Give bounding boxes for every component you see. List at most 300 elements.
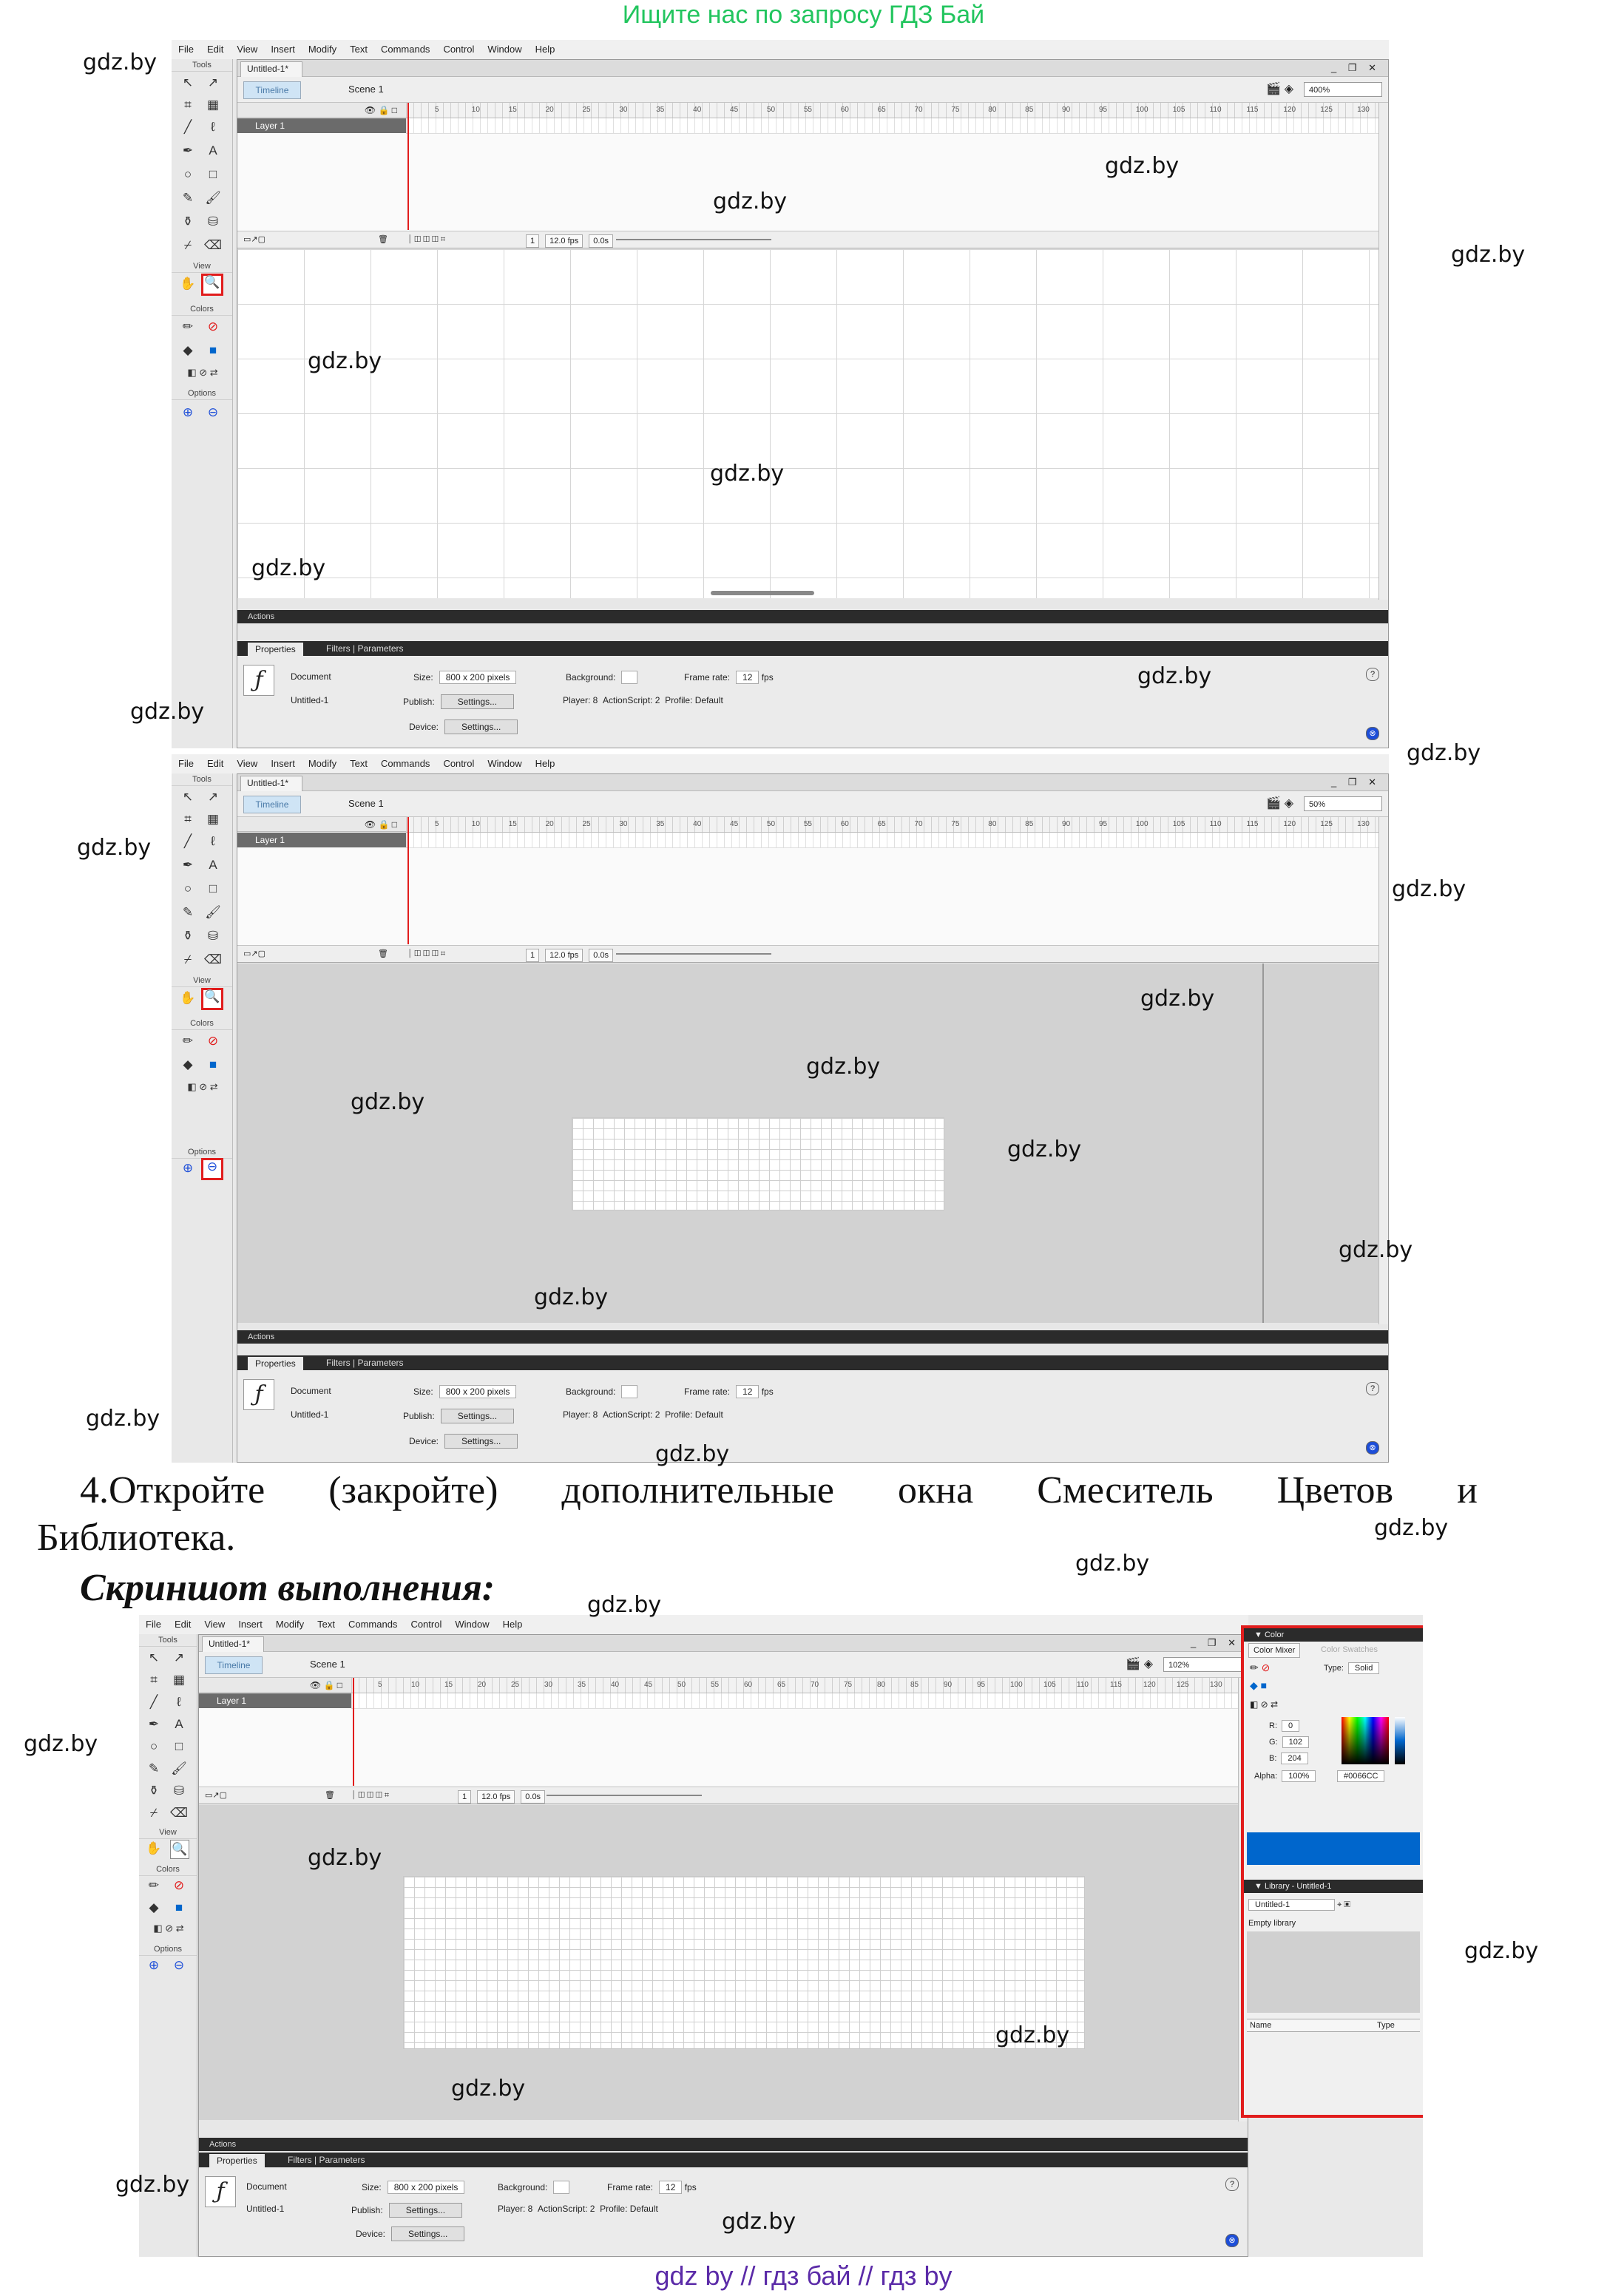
tick: 120 <box>1143 1681 1156 1689</box>
swap-colors-icon[interactable]: ◧ ⊘ ⇄ <box>153 1923 184 1934</box>
tab-parameters[interactable]: Parameters <box>319 2155 365 2165</box>
subselection-tool-icon[interactable]: ↗ <box>207 790 219 804</box>
menu-commands[interactable]: Commands <box>380 758 430 769</box>
watermark: gdz.by <box>24 1731 98 1757</box>
text-tool-icon[interactable]: A <box>209 143 217 158</box>
tab-color-swatches[interactable]: Color Swatches <box>1321 1645 1378 1654</box>
fill-swatch-icon[interactable]: ■ <box>209 343 217 357</box>
scene-label[interactable]: Scene 1 <box>310 1659 345 1670</box>
screenshot-caption: Скриншот выполнения: <box>80 1567 495 1609</box>
properties-panel <box>237 1355 1388 1462</box>
menu-text[interactable]: Text <box>350 44 368 55</box>
timeline-hscroll[interactable] <box>616 953 771 955</box>
menu-text[interactable]: Text <box>317 1619 335 1630</box>
swap-colors-icon[interactable]: ◧ ⊘ ⇄ <box>187 1081 218 1092</box>
tick: 115 <box>1246 820 1259 828</box>
device-settings-button[interactable]: Settings... <box>391 2226 464 2241</box>
color-spectrum[interactable] <box>1342 1717 1389 1764</box>
ink-bottle-tool-icon[interactable]: ⚱ <box>182 214 194 228</box>
frame-rate-input[interactable]: 12 <box>736 671 759 684</box>
color-panel-title: Color <box>1264 1630 1285 1639</box>
layer-name[interactable]: Layer 1 <box>255 835 285 845</box>
publish-settings-button[interactable]: Settings... <box>441 694 514 709</box>
frame-rate-display: 12.0 fps <box>545 234 583 248</box>
menu-edit[interactable]: Edit <box>206 44 224 55</box>
watermark: gdz.by <box>351 1089 425 1115</box>
onion-skin-icons[interactable]: ⏐ ◫ ◫ ◫ ⌗ <box>407 949 446 958</box>
menu-window[interactable]: Window <box>487 758 522 769</box>
paint-bucket-tool-icon[interactable]: ⛁ <box>173 1784 185 1798</box>
current-frame: 1 <box>526 949 539 962</box>
fill-swatch-icon[interactable]: ■ <box>175 1900 183 1914</box>
tick: 110 <box>1209 820 1222 828</box>
tab-properties[interactable]: Properties <box>248 643 303 656</box>
gradient-transform-tool-icon[interactable]: ▦ <box>206 98 220 112</box>
library-panel-header[interactable]: ▼ Library - Untitled-1 <box>1244 1880 1423 1893</box>
gradient-transform-tool-icon[interactable]: ▦ <box>206 812 220 826</box>
frame-ruler[interactable] <box>406 103 1379 118</box>
line-tool-icon[interactable]: ╱ <box>183 120 192 134</box>
tab-filters[interactable]: Filters <box>288 2155 312 2165</box>
zoom-tool-icon[interactable]: 🔍 <box>201 274 223 296</box>
free-transform-tool-icon[interactable]: ⌗ <box>184 812 192 826</box>
size-button[interactable]: 800 x 200 pixels <box>439 671 517 684</box>
elapsed-time: 0.0s <box>589 949 613 962</box>
edit-scene-icon[interactable]: 🎬 ◈ <box>1266 797 1293 810</box>
swap-icons[interactable]: ◧ ⊘ ⇄ <box>1250 1699 1279 1710</box>
menu-control[interactable]: Control <box>410 1619 442 1630</box>
delete-layer-icon[interactable]: 🗑 <box>378 949 388 958</box>
zoom-tool-icon[interactable]: 🔍 <box>201 988 223 1010</box>
zoom-select[interactable]: 102% <box>1163 1657 1242 1672</box>
add-layer-icon[interactable]: ▭↗▢ <box>243 235 266 244</box>
footer-links[interactable]: gdz by // гдз бай // гдз by <box>654 2261 953 2291</box>
layer-frames[interactable] <box>351 1693 1239 1709</box>
size-button[interactable]: 800 x 200 pixels <box>439 1385 517 1398</box>
b-input[interactable]: 204 <box>1281 1753 1307 1764</box>
zoom-out-option-icon[interactable]: ⊖ <box>207 405 219 419</box>
actionscript-version: ActionScript: 2 <box>603 1409 660 1420</box>
scene-label[interactable]: Scene 1 <box>348 84 384 95</box>
stage-canvas-grid[interactable] <box>403 1876 1085 2049</box>
oval-tool-icon[interactable]: ○ <box>149 1739 158 1753</box>
watermark: gdz.by <box>451 2076 526 2102</box>
background-label: Background: <box>498 2182 548 2192</box>
fill-color-icon[interactable]: ◆ <box>183 1057 193 1071</box>
stage-pasteboard-right[interactable] <box>1262 964 1379 1323</box>
layer-name[interactable]: Layer 1 <box>217 1696 247 1706</box>
timeline-button[interactable]: Timeline <box>243 796 301 813</box>
pencil-tool-icon[interactable]: ✎ <box>182 191 194 205</box>
tab-filters[interactable]: Filters <box>326 643 351 654</box>
brightness-slider[interactable] <box>1395 1717 1405 1764</box>
menu-commands[interactable]: Commands <box>348 1619 398 1630</box>
library-pin-icon[interactable]: ⌖ ▣ <box>1337 1900 1350 1909</box>
menu-file[interactable]: File <box>146 1619 161 1630</box>
tick: 105 <box>1172 106 1185 114</box>
ink-bottle-tool-icon[interactable]: ⚱ <box>148 1784 160 1798</box>
framerate-row <box>684 1385 774 1398</box>
tick: 85 <box>1025 820 1034 828</box>
frame-ruler[interactable] <box>406 817 1379 833</box>
library-document-select[interactable]: Untitled-1 <box>1248 1899 1335 1911</box>
edit-scene-icon[interactable]: 🎬 ◈ <box>1266 83 1293 95</box>
tab-filters-parameters[interactable]: Filters | Parameters <box>288 2155 365 2165</box>
zoom-out-option-icon[interactable]: ⊖ <box>173 1958 185 1972</box>
tick: 5 <box>378 1681 382 1689</box>
properties-tabs <box>237 641 1388 656</box>
timeline-footer <box>237 231 1379 248</box>
menu-insert[interactable]: Insert <box>271 44 295 55</box>
help-icon[interactable]: ? <box>1225 2178 1239 2191</box>
tick: 45 <box>644 1681 653 1689</box>
stage-hscroll[interactable] <box>711 591 814 595</box>
tick: 20 <box>545 106 554 114</box>
pen-tool-icon[interactable]: ✒ <box>148 1717 160 1731</box>
document-tab[interactable]: Untitled-1* <box>240 61 302 77</box>
player-version: Player: 8 <box>563 1409 598 1420</box>
no-color-icon[interactable]: ⊘ <box>173 1878 185 1892</box>
r-input[interactable]: 0 <box>1282 1720 1299 1732</box>
hex-row <box>1337 1770 1384 1782</box>
zoom-in-option-icon[interactable]: ⊕ <box>182 405 194 419</box>
menu-insert[interactable]: Insert <box>238 1619 263 1630</box>
timeline-button[interactable]: Timeline <box>243 81 301 99</box>
watermark: gdz.by <box>710 461 785 487</box>
line-tool-icon[interactable]: ╱ <box>149 1695 158 1709</box>
stroke-fill-icons[interactable]: ✏ ⊘ <box>1250 1662 1271 1673</box>
menu-edit[interactable]: Edit <box>206 758 224 769</box>
selection-tool-icon[interactable]: ↖ <box>182 75 194 89</box>
pen-tool-icon[interactable]: ✒ <box>182 143 194 158</box>
menu-insert[interactable]: Insert <box>271 758 295 769</box>
rectangle-tool-icon[interactable]: □ <box>209 881 217 895</box>
menu-help[interactable]: Help <box>535 758 555 769</box>
tab-properties[interactable]: Properties <box>248 1357 303 1370</box>
background-swatch[interactable] <box>553 2181 569 2194</box>
flash-window-1 <box>172 40 1389 748</box>
tick: 95 <box>977 1681 986 1689</box>
menu-window[interactable]: Window <box>487 44 522 55</box>
panel-info-icon[interactable]: ⊗ <box>1225 2234 1239 2247</box>
gradient-transform-tool-icon[interactable]: ▦ <box>172 1673 186 1687</box>
stroke-color-icon[interactable]: ✏ <box>182 1034 194 1048</box>
playhead[interactable] <box>353 1678 354 1786</box>
watermark: gdz.by <box>713 189 788 214</box>
background-swatch[interactable] <box>621 671 637 684</box>
hand-tool-icon[interactable]: ✋ <box>180 277 196 291</box>
fill-swatch-icon[interactable]: ■ <box>209 1057 217 1071</box>
zoom-select[interactable]: 50% <box>1304 796 1382 811</box>
stage-vscroll[interactable] <box>1378 103 1388 600</box>
background-row <box>566 1385 637 1398</box>
ink-bottle-tool-icon[interactable]: ⚱ <box>182 929 194 943</box>
menu-control[interactable]: Control <box>443 44 475 55</box>
b-row <box>1269 1753 1308 1764</box>
panel-info-icon[interactable]: ⊗ <box>1366 1441 1379 1455</box>
menu-modify[interactable]: Modify <box>275 1619 305 1630</box>
colors-label: Colors <box>139 1863 197 1876</box>
selection-tool-icon[interactable]: ↖ <box>148 1650 160 1665</box>
frame-rate-input[interactable]: 12 <box>659 2181 682 2194</box>
zoom-select[interactable]: 400% <box>1304 82 1382 97</box>
hex-input[interactable]: #0066CC <box>1337 1770 1384 1782</box>
menu-bar <box>172 754 1389 773</box>
tab-parameters[interactable]: Parameters <box>357 643 404 654</box>
menu-modify[interactable]: Modify <box>308 44 337 55</box>
actions-panel-bar[interactable]: Actions <box>237 610 1388 623</box>
document-tab-row <box>237 60 1388 77</box>
top-ad-banner[interactable]: Ищите нас по запросу ГДЗ Бай <box>622 1 985 29</box>
timeline-panel <box>237 103 1379 248</box>
subselection-tool-icon[interactable]: ↗ <box>207 75 219 89</box>
timeline-hscroll[interactable] <box>547 1795 702 1796</box>
scene-label[interactable]: Scene 1 <box>348 798 384 809</box>
frame-ruler[interactable] <box>351 1678 1239 1693</box>
layer-row[interactable] <box>237 118 406 133</box>
toolbox <box>139 1634 197 2257</box>
add-layer-icon[interactable]: ▭↗▢ <box>205 1791 228 1800</box>
no-color-icon[interactable]: ⊘ <box>207 319 219 333</box>
menu-commands[interactable]: Commands <box>380 44 430 55</box>
document-area <box>237 59 1389 748</box>
timeline-panel <box>237 817 1379 963</box>
timeline-footer <box>237 945 1379 962</box>
tick: 115 <box>1246 106 1259 114</box>
player-version: Player: 8 <box>563 695 598 705</box>
pen-tool-icon[interactable]: ✒ <box>182 858 194 872</box>
line-tool-icon[interactable]: ╱ <box>183 834 192 848</box>
layer-name[interactable]: Layer 1 <box>255 121 285 131</box>
swap-colors-icon[interactable]: ◧ ⊘ ⇄ <box>187 367 218 378</box>
fill-color-icon[interactable]: ◆ <box>183 343 193 357</box>
eraser-tool-icon[interactable]: ⌫ <box>170 1806 189 1820</box>
pencil-tool-icon[interactable]: ✎ <box>182 905 194 919</box>
selection-tool-icon[interactable]: ↖ <box>182 790 194 804</box>
onion-skin-icons[interactable]: ⏐ ◫ ◫ ◫ ⌗ <box>351 1791 390 1800</box>
profile-value: Profile: Default <box>665 1409 723 1420</box>
library-doc-row <box>1248 1899 1350 1911</box>
onion-skin-icons[interactable]: ⏐ ◫ ◫ ◫ ⌗ <box>407 235 446 244</box>
scene-bar <box>237 77 1388 103</box>
profile-value: Profile: Default <box>600 2204 658 2214</box>
color-panel-tabs <box>1244 1643 1423 1656</box>
menu-view[interactable]: View <box>204 1619 226 1630</box>
hand-tool-icon[interactable]: ✋ <box>146 1841 162 1855</box>
brush-tool-icon[interactable]: 🖌 <box>205 905 221 919</box>
elapsed-time: 0.0s <box>589 234 613 248</box>
free-transform-tool-icon[interactable]: ⌗ <box>150 1673 158 1687</box>
document-tab[interactable]: Untitled-1* <box>202 1636 264 1652</box>
watermark: gdz.by <box>722 2209 796 2235</box>
tick: 55 <box>803 820 812 828</box>
menu-file[interactable]: File <box>178 758 194 769</box>
document-tab-row <box>199 1635 1248 1652</box>
lasso-tool-icon[interactable]: ℓ <box>211 834 215 848</box>
window-controls[interactable]: _ ❐ ✕ <box>1190 1637 1240 1648</box>
actions-panel-bar[interactable]: Actions <box>199 2138 1248 2151</box>
lasso-tool-icon[interactable]: ℓ <box>177 1695 181 1709</box>
document-tab[interactable]: Untitled-1* <box>240 776 302 791</box>
timeline-button[interactable]: Timeline <box>205 1656 263 1674</box>
edit-scene-icon[interactable]: 🎬 ◈ <box>1126 1658 1153 1670</box>
tick: 120 <box>1283 106 1296 114</box>
device-row <box>409 1434 518 1449</box>
device-settings-button[interactable]: Settings... <box>444 719 518 734</box>
tools-label: Tools <box>139 1634 197 1647</box>
tab-properties[interactable]: Properties <box>209 2154 265 2167</box>
menu-help[interactable]: Help <box>502 1619 523 1630</box>
watermark: gdz.by <box>86 1406 160 1432</box>
frame-rate-label: Frame rate: <box>684 1386 731 1397</box>
delete-layer-icon[interactable]: 🗑 <box>378 235 388 244</box>
tick: 25 <box>582 820 591 828</box>
document-name: Untitled-1 <box>246 2204 285 2214</box>
tick: 70 <box>811 1681 819 1689</box>
playhead[interactable] <box>407 817 409 944</box>
tick: 125 <box>1320 106 1333 114</box>
help-icon[interactable]: ? <box>1366 1382 1379 1395</box>
tick: 95 <box>1098 820 1108 828</box>
tick: 55 <box>803 106 812 114</box>
tick: 60 <box>840 820 849 828</box>
help-icon[interactable]: ? <box>1366 668 1379 681</box>
library-col-name[interactable]: Name <box>1250 2021 1272 2030</box>
zoom-in-option-icon[interactable]: ⊕ <box>182 1161 194 1175</box>
options-label: Options <box>172 1146 232 1159</box>
pencil-tool-icon[interactable]: ✎ <box>148 1761 160 1775</box>
watermark: gdz.by <box>308 348 382 374</box>
document-tab-row <box>237 774 1388 791</box>
menu-edit[interactable]: Edit <box>174 1619 192 1630</box>
no-color-icon[interactable]: ⊘ <box>207 1034 219 1048</box>
stage-zoomed-grid[interactable] <box>237 249 1379 598</box>
device-settings-button[interactable]: Settings... <box>444 1434 518 1449</box>
tab-filters-parameters[interactable]: Filters | Parameters <box>326 1358 404 1368</box>
layer-frames[interactable] <box>406 833 1379 848</box>
watermark: gdz.by <box>130 699 205 725</box>
window-controls[interactable]: _ ❐ ✕ <box>1330 62 1381 73</box>
type-select[interactable]: Solid <box>1348 1662 1379 1674</box>
tick: 85 <box>910 1681 919 1689</box>
tick: 90 <box>944 1681 953 1689</box>
layer-row[interactable] <box>199 1693 351 1708</box>
watermark: gdz.by <box>534 1284 609 1310</box>
add-layer-icon[interactable]: ▭↗▢ <box>243 949 266 958</box>
size-button[interactable]: 800 x 200 pixels <box>388 2181 465 2194</box>
rectangle-tool-icon[interactable]: □ <box>209 167 217 181</box>
panel-info-icon[interactable]: ⊗ <box>1366 727 1379 740</box>
tick: 80 <box>877 1681 886 1689</box>
eraser-tool-icon[interactable]: ⌫ <box>204 238 223 252</box>
eyedropper-tool-icon[interactable]: ⌿ <box>183 238 192 252</box>
timeline-status <box>526 947 619 964</box>
text-tool-icon[interactable]: A <box>209 858 217 872</box>
rectangle-tool-icon[interactable]: □ <box>175 1739 183 1753</box>
tab-color-mixer[interactable]: Color Mixer <box>1248 1643 1300 1658</box>
actions-panel-bar[interactable]: Actions <box>237 1330 1388 1344</box>
paint-bucket-tool-icon[interactable]: ⛁ <box>207 929 219 943</box>
eraser-tool-icon[interactable]: ⌫ <box>204 952 223 966</box>
background-swatch[interactable] <box>621 1385 637 1398</box>
stage-canvas-grid[interactable] <box>572 1117 944 1210</box>
subselection-tool-icon[interactable]: ↗ <box>173 1650 185 1665</box>
paint-bucket-tool-icon[interactable]: ⛁ <box>207 214 219 228</box>
tick: 90 <box>1062 820 1071 828</box>
frame-rate-input[interactable]: 12 <box>736 1385 759 1398</box>
brush-tool-icon[interactable]: 🖌 <box>171 1761 187 1775</box>
tick: 110 <box>1209 106 1222 114</box>
lasso-tool-icon[interactable]: ℓ <box>211 120 215 134</box>
publish-settings-button[interactable]: Settings... <box>389 2203 462 2218</box>
eyedropper-tool-icon[interactable]: ⌿ <box>149 1806 158 1820</box>
color-library-panels <box>1241 1625 1423 2118</box>
tab-filters-parameters[interactable]: Filters | Parameters <box>326 643 404 654</box>
menu-window[interactable]: Window <box>455 1619 490 1630</box>
brush-tool-icon[interactable]: 🖌 <box>205 191 221 205</box>
size-row <box>413 671 516 684</box>
layer-row[interactable] <box>237 833 406 847</box>
library-col-type[interactable]: Type <box>1377 2021 1395 2030</box>
menu-help[interactable]: Help <box>535 44 555 55</box>
background-label: Background: <box>566 672 616 683</box>
stage-pasteboard[interactable] <box>237 964 1262 1323</box>
library-column-headers <box>1247 2019 1420 2032</box>
g-input[interactable]: 102 <box>1282 1736 1309 1748</box>
menu-view[interactable]: View <box>237 758 258 769</box>
menu-modify[interactable]: Modify <box>308 758 337 769</box>
tick: 25 <box>582 106 591 114</box>
publish-row <box>351 2203 462 2218</box>
hand-tool-icon[interactable]: ✋ <box>180 991 196 1005</box>
free-transform-tool-icon[interactable]: ⌗ <box>184 98 192 112</box>
publish-settings-button[interactable]: Settings... <box>441 1409 514 1423</box>
eyedropper-tool-icon[interactable]: ⌿ <box>183 952 192 966</box>
playhead[interactable] <box>407 103 409 230</box>
color-panel-header[interactable]: ▼ Color <box>1244 1628 1423 1642</box>
oval-tool-icon[interactable]: ○ <box>183 881 192 895</box>
tab-filters[interactable]: Filters <box>326 1358 351 1368</box>
menu-view[interactable]: View <box>237 44 258 55</box>
zoom-in-option-icon[interactable]: ⊕ <box>148 1958 160 1972</box>
menu-control[interactable]: Control <box>443 758 475 769</box>
oval-tool-icon[interactable]: ○ <box>183 167 192 181</box>
zoom-tool-icon[interactable]: 🔍 <box>170 1840 189 1859</box>
menu-bar <box>139 1615 1248 1634</box>
scene-bar <box>237 791 1388 817</box>
fill-color-icon[interactable]: ◆ <box>149 1900 159 1914</box>
toolbox <box>172 773 233 1463</box>
fill-swatch-icon[interactable]: ◆ ■ <box>1250 1679 1268 1691</box>
alpha-input[interactable]: 100% <box>1282 1770 1316 1782</box>
layer-frames[interactable] <box>406 118 1379 134</box>
stroke-color-icon[interactable]: ✏ <box>148 1878 160 1892</box>
menu-text[interactable]: Text <box>350 758 368 769</box>
tab-parameters[interactable]: Parameters <box>357 1358 404 1368</box>
timeline-hscroll[interactable] <box>616 239 771 240</box>
watermark: gdz.by <box>587 1592 662 1618</box>
document-name: Untitled-1 <box>291 1409 329 1420</box>
menu-file[interactable]: File <box>178 44 194 55</box>
scene-bar <box>199 1652 1248 1678</box>
stroke-color-icon[interactable]: ✏ <box>182 319 194 333</box>
delete-layer-icon[interactable]: 🗑 <box>325 1791 335 1800</box>
watermark: gdz.by <box>995 2022 1070 2048</box>
text-tool-icon[interactable]: A <box>175 1717 183 1731</box>
zoom-out-option-icon[interactable]: ⊖ <box>201 1158 223 1180</box>
window-controls[interactable]: _ ❐ ✕ <box>1330 776 1381 788</box>
color-preview-swatch <box>1247 1832 1420 1865</box>
